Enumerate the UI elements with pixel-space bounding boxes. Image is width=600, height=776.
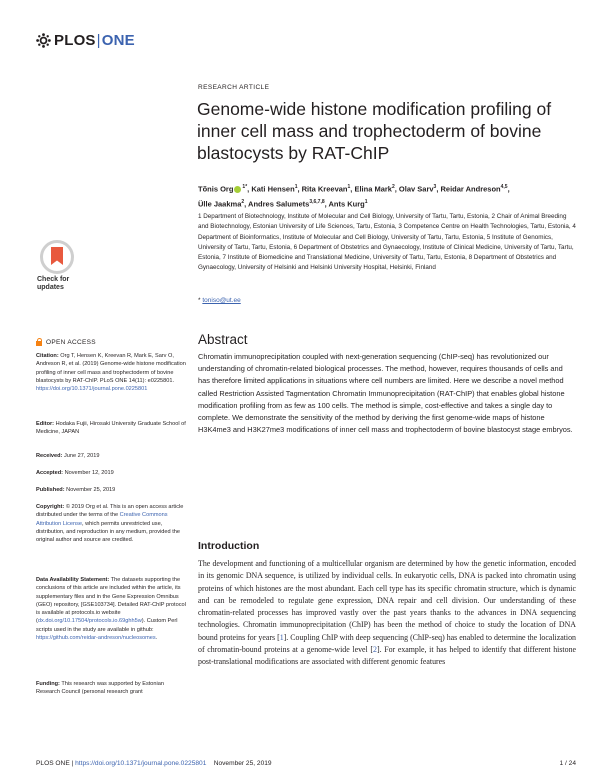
author-affil: 1* (242, 184, 248, 190)
article-type: RESEARCH ARTICLE (198, 84, 270, 91)
author-name: Reidar Andreson (440, 184, 501, 194)
citation-block (36, 352, 186, 393)
author-affil: 3 (433, 184, 437, 190)
published-label: Published: (36, 487, 65, 493)
footer-doi-link[interactable]: https://doi.org/10.1371/journal.pone.0225801 (75, 760, 207, 767)
received-block (36, 452, 186, 460)
author-affil: 2 (241, 198, 245, 205)
author-affil: 1 (364, 198, 368, 205)
author-affil: 1 (294, 184, 298, 190)
check-updates-icon (40, 240, 74, 274)
footer-journal: PLOS ONE (36, 760, 70, 767)
check-for-updates-badge[interactable] (36, 240, 84, 298)
author-affil: 3,6,7,8 (309, 198, 325, 205)
corresponding-author (198, 297, 241, 304)
data-availability-block (36, 576, 186, 642)
footer-separator: | (69, 760, 76, 767)
copyright-block (36, 503, 186, 544)
data-availability-text-2: ). Custom Perl scripts used in the study are available in github: (36, 618, 178, 633)
editor-text: Hodaka Fujii, Hirosaki University Graduate School of Medicine, JAPAN (36, 421, 186, 436)
journal-brand-right: ONE (101, 32, 135, 49)
author-name: Kati Hensen (251, 184, 295, 194)
funding-label: Funding: (36, 681, 60, 687)
protocols-link[interactable]: dx.doi.org/10.17504/protocols.io.69ghh5w (37, 618, 142, 625)
funding-block (36, 680, 186, 697)
author-list: Tõnis Org $^{1*}$, Kati Hensen$^1$, Rita Kreevan$^1$, Elina Mark$^2$, Olav Sarv$^3$, Reidar Andreson$^{4,5}$, Ülle Jaakma$^2$, Andres Salumets$^{3,6,7,8}$, Ants Kurg$^1$ (198, 184, 510, 208)
data-availability-text-3: . (155, 635, 158, 642)
github-link[interactable]: https://github.com/reidar-andreson/nucleosomes (36, 635, 156, 642)
open-access-badge (36, 338, 96, 346)
accepted-label: Accepted: (36, 470, 64, 476)
corresponding-star: * (198, 297, 203, 304)
intro-paragraph-part2: ]. Coupling ChIP with deep sequencing (ChIP-seq) has enabled to determine the localization of chromatin-bound proteins at a genome-wide level [ (198, 632, 577, 655)
affiliations: 1 Department of Biotechnology, Institute of Molecular and Cell Biology, University of Tartu, Tartu, Estonia, 2 Chair of Animal Breeding and Biotechnology, Estonian University of Life Sciences, Tartu, Estonia, 3 Competence Centre on Health Technologies, Tartu, Estonia, 4 Department of Bioinformatics, Institute of Molecular and Cell Biology, University of Tartu, Tartu, Estonia, 5 Institute of Genomics, University of Tartu, Tartu, Estonia, 6 Department of Obstetrics and Gynaecology, Institute of Clinical Medicine, University of Tartu, Tartu, Estonia, 7 Institute of Biomedicine and Translational Medicine, University of Tartu, Tartu, Estonia, 8 Department of Obstetrics and Gynaecology, University of Helsinki and Helsinki University Hospital, Helsinki, Finland (198, 213, 576, 272)
article-title: Genome-wide histone modification profiling of inner cell mass and trophectoderm of bovine blastocysts by RAT-ChIP (197, 99, 552, 163)
data-availability-label: Data Availability Statement: (36, 577, 110, 583)
copyright-text: © 2019 Org et al. This is an open access article distributed under the terms of the (36, 504, 184, 519)
check-updates-line2: updates (37, 284, 64, 291)
citation-doi-link[interactable]: https://doi.org/10.1371/journal.pone.0225801 (36, 386, 148, 393)
email-link[interactable]: toniso@ut.ee (202, 297, 241, 304)
intro-paragraph-part3: ]. For example, it has helped to identify that different histone post-translational modifications are associated with different genomic features (198, 645, 577, 667)
page-number: 1 / 24 (559, 760, 576, 767)
author-affil: 2 (391, 184, 395, 190)
author-name: Tõnis Org (198, 184, 234, 194)
abstract-text: Chromatin immunoprecipitation coupled with next-generation sequencing (ChIP-seq) has revolutionized our understanding of chromatin-related biological processes. The method, however, requires thousands of cells and has therefore limited applications in situations where cell numbers are limited. Here we describe a novel method called Restriction Assisted Tagmentation Chromatin Immunoprecipitation (RAT-ChIP) that enables global histone modification profiling from as few as 100 cells. The method is simple, cost-effective and takes a single day to complete. We demonstrate the sensitivity of the method by deriving the first genome-wide maps of histone H3K4me3 and H3K27me3 modifications of inner cell mass and trophectoderm of bovine blastocyst stage embryos. (198, 352, 573, 435)
citation-label: Citation: (36, 353, 59, 359)
published-block (36, 486, 186, 494)
author-affil: 1 (347, 184, 351, 190)
page-footer (36, 760, 576, 767)
received-label: Received: (36, 453, 63, 459)
editor-block (36, 420, 186, 437)
author-affil: 4,5 (500, 184, 508, 190)
author-name: Rita Kreevan (301, 184, 348, 194)
editor-label: Editor: (36, 421, 55, 427)
accepted-date: November 12, 2019 (63, 470, 114, 476)
author-name: Andres Salumets (248, 199, 310, 208)
author-name: Ants Kurg (328, 199, 365, 208)
citation-text: Org T, Hensen K, Kreevan R, Mark E, Sarv O, Andreson R, et al. (2019) Genome-wide histone modification profiling of inner cell mass and trophectoderm of bovine blastocysts by RAT-ChIP. PLoS ONE 14(11): e0225801. (36, 353, 186, 384)
journal-brand-left: PLOS (54, 32, 96, 49)
open-lock-icon (36, 338, 42, 346)
published-date: November 25, 2019 (64, 487, 116, 493)
journal-logo (36, 32, 135, 49)
author-name: Ülle Jaakma (198, 199, 242, 208)
funding-text: This research was supported by Estonian Research Council (personal research grant (36, 681, 164, 696)
orcid-icon[interactable] (234, 186, 241, 193)
accepted-block (36, 469, 186, 477)
reference-link[interactable]: 1 (279, 632, 284, 642)
reference-link[interactable]: 2 (373, 645, 377, 655)
author-name: Elina Mark (354, 184, 392, 194)
intro-paragraph-part1: The development and functioning of a multicellular organism are determined by how the genetic information, encoded in its genomic DNA sequence, is utilized by individual cells. In eukaryotic cells, DNA is packed into chromatin using proteins of which histones are the most abundant. Each cell type has its specific chromatin structure, which is dynamic and can be remodeled to regulate gene expression, DNA repair and cell division. Our understanding of these chromatin-related processes has improved vastly over the past years thanks to the advances in DNA sequencing technologies. Chromatin immunoprecipitation (ChIP) has been the method of choice to study the location of DNA bound proteins for years [ (198, 559, 576, 642)
logo-divider: | (96, 32, 101, 49)
received-date: June 27, 2019 (62, 453, 100, 459)
abstract-heading: Abstract (198, 332, 248, 347)
check-updates-line1: Check for (37, 276, 70, 283)
plos-logo-icon (36, 33, 51, 48)
footer-date: November 25, 2019 (213, 760, 272, 767)
introduction-text (198, 558, 576, 669)
data-availability-text: The datasets supporting the conclusions of this article are included within the article, its supplementary files and in the Gene Expression Omnibus (GEO) repository, [GSE103734]. Detailed RAT-ChIP protocol is available at protocols.io website ( (36, 577, 186, 625)
copyright-text-2: , which permits unrestricted use, distribution, and reproduction in any medium, provided the original author and source are credited. (36, 520, 180, 544)
introduction-heading: Introduction (198, 540, 260, 552)
open-access-label: OPEN ACCESS (46, 338, 96, 346)
license-link[interactable]: Creative Commons Attribution License (36, 512, 168, 527)
copyright-label: Copyright: (36, 504, 65, 510)
author-name: Olav Sarv (398, 184, 434, 194)
